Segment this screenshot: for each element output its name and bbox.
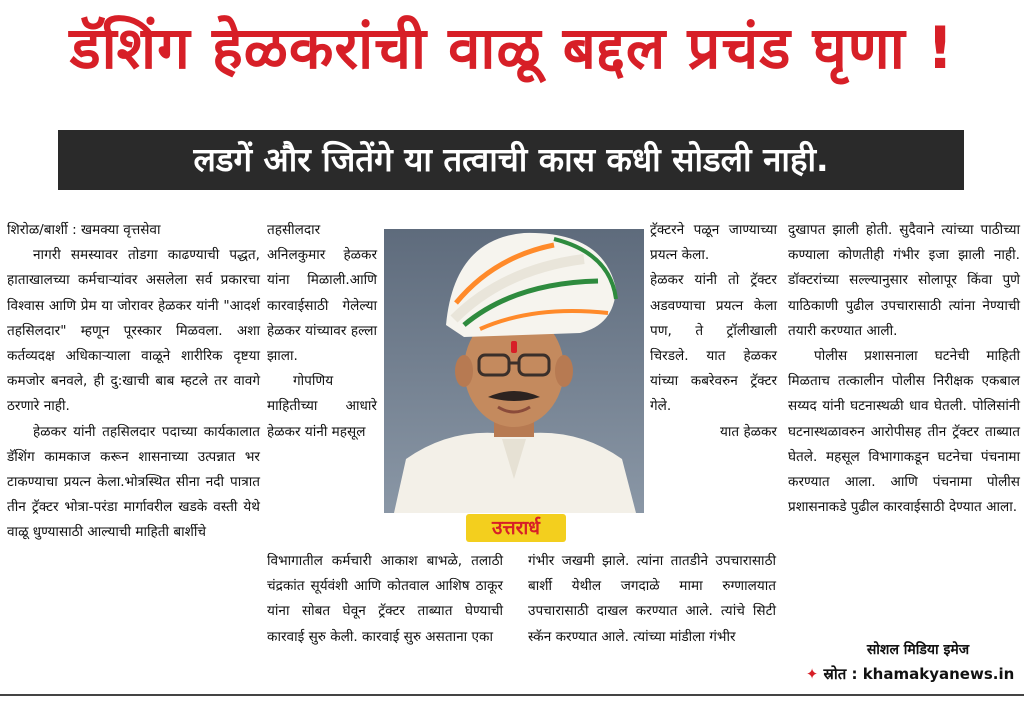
source-prefix: स्रोत :	[823, 665, 863, 683]
paragraph: यात हेळकर	[719, 423, 777, 440]
paragraph: पोलीस प्रशासनाला घटनेची माहिती मिळताच तत्कालीन पोलीस निरीक्षक एकबाल सय्यद यांनी घटनास्थळी धाव घेतली. पोलिसांनी घटनास्थळावरुन आरोपीसह तीन ट्रॅक्टर ताब्यात घेतले. महसूल विभागाकडून घटनेचा पंचनामा करण्यात आला. आणि पंचनामा पोलीस प्रशासनाकडे पुढील कारवाईसाठी देण्यात आला.	[788, 348, 1020, 516]
paragraph: गोपणिय माहितीच्या आधारे हेळकर यांनी महसूल	[267, 373, 377, 440]
portrait-illustration	[384, 229, 644, 513]
paragraph: दुखापत झाली होती. सुदैवाने त्यांच्या पाठीच्या कण्याला कोणतीही गंभीर इजा झाली नाही. डॉक्टरांच्या सल्ल्यानुसार सोलापूर किंवा पुणे याठिकाणी पुढील उपचारासाठी त्यांना नेण्याची तयारी करण्यात आली.	[788, 222, 1020, 339]
article-column-2-top	[267, 218, 377, 445]
paragraph: तहसीलदार अनिलकुमार हेळकर यांना मिळाली.आणि कारवाईसाठी गेलेल्या हेळकर यांच्यावर हल्ला झाला.	[267, 222, 377, 365]
paragraph: हेळकर यांनी तो ट्रॅक्टर अडवण्याचा प्रयत्न केला पण, ते ट्रॉलीखाली चिरडले. यात हेळकर यांच्या कबरेवरुन ट्रॅक्टर गेले.	[650, 272, 777, 415]
article-column-1	[7, 218, 260, 546]
dateline: शिरोळ/बार्शी : खमक्या वृत्तसेवा	[7, 222, 161, 238]
paragraph: ट्रॅक्टरने पळून जाण्याच्या प्रयत्न केला.	[650, 222, 777, 264]
paragraph: गंभीर जखमी झाले. त्यांना तातडीने उपचारासाठी बार्शी येथील जगदाळे मामा रुग्णालयात उपचारासाठी दाखल करण्यात आले. त्यांचे सिटी स्कॅन करण्यात आले. त्यांच्या मांडीला गंभीर	[528, 553, 776, 645]
article-column-2-bottom	[267, 549, 503, 650]
article-column-3-top	[650, 218, 777, 445]
source-link[interactable]: khamakyanews.in	[862, 665, 1015, 683]
portrait-photo	[384, 229, 644, 513]
article-column-4	[788, 218, 1020, 520]
bottom-rule	[0, 694, 1024, 696]
source-line	[798, 664, 1022, 684]
headline: डॅशिंग हेळकरांची वाळू बद्दल प्रचंड घृणा !	[69, 14, 955, 82]
series-badge: उत्तरार्ध	[466, 514, 566, 542]
image-credit: सोशल मिडिया इमेज	[866, 642, 970, 658]
subheadline-bar	[58, 130, 964, 190]
paragraph: हेळकर यांनी तहसिलदार पदाच्या कार्यकालात डॅशिंग कामकाज करून शासनाच्या उत्पन्नात भर टाकण्याचा प्रयत्न केला.भोत्रस्थित सीना नदी पात्रात तीन ट्रॅक्टर भोत्रा-परंडा मार्गावरील खडके वस्ती येथे वाळू धुण्यासाठी आल्याची माहिती बार्शीचे	[7, 423, 260, 541]
article-column-3-bottom	[528, 549, 776, 650]
star-icon: ✦	[805, 665, 819, 683]
paragraph: नागरी समस्यावर तोडगा काढण्याची पद्धत, हाताखालच्या कर्मचाऱ्यांवर असलेला सर्व प्रकारचा विश्वास आणि प्रेम या जोरावर हेळकर यांनी "आदर्श तहसिलदार" म्हणून पूरस्कार मिळवला. अशा कर्तव्यदक्ष अधिकाऱ्याला वाळूने शारीरिक दृष्टया कमजोर बनवले, ही दु:खाची बाब म्हटले तर वावगे ठरणारे नाही.	[7, 247, 260, 415]
subheadline: लडगें और जितेंगे या तत्वाची कास कधी सोडली नाही.	[193, 140, 829, 179]
paragraph: विभागातील कर्मचारी आकाश बाभळे, तलाठी चंद्रकांत सूर्यवंशी आणि कोतवाल आशिष ठाकूर यांना सोबत घेवून ट्रॅक्टर ताब्यात घेण्याची कारवाई सुरु केली. कारवाई सुरु असताना एका	[267, 553, 503, 645]
